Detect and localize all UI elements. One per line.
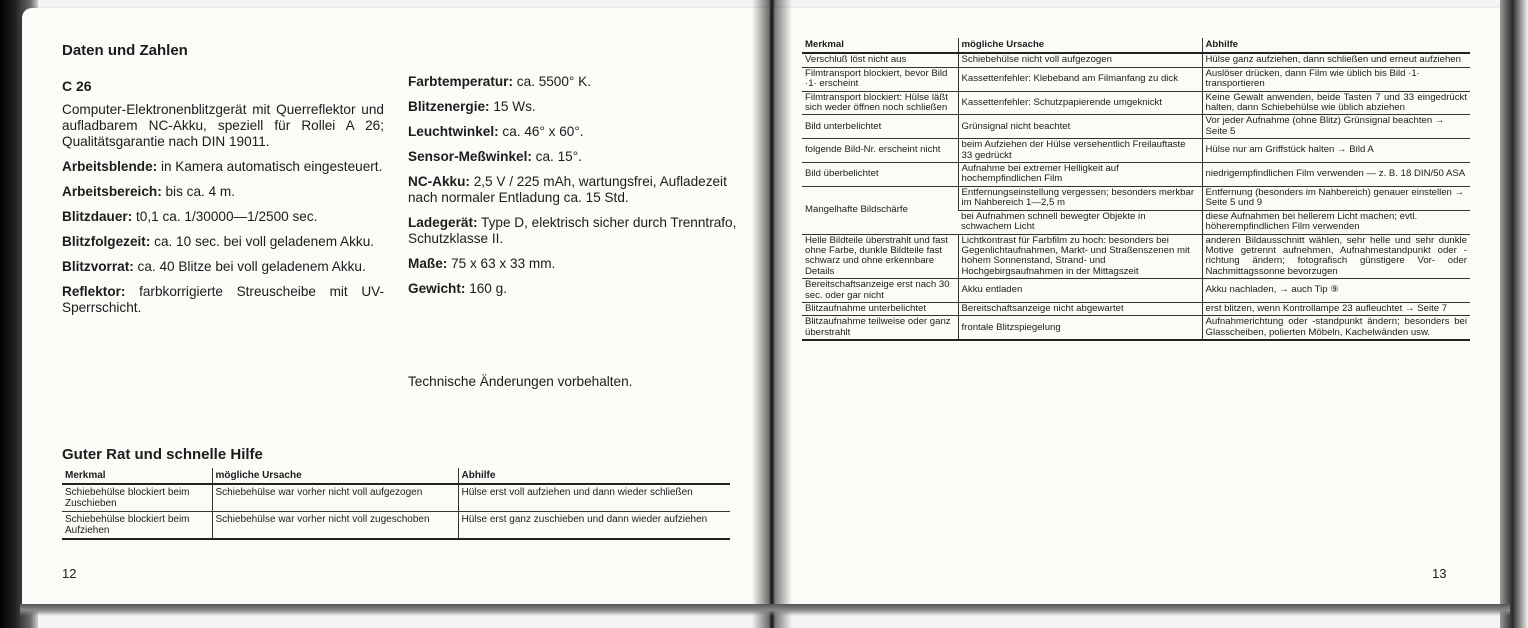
table-row: [802, 316, 1470, 340]
cell-ursache: Bereitschaftsanzeige nicht abgewartet: [958, 302, 1202, 315]
cell-abhilfe: Hülse nur am Griffstück halten → Bild A: [1202, 139, 1470, 163]
cell-abhilfe: Hülse ganz aufziehen, dann schließen und erneut aufziehen: [1202, 53, 1470, 67]
spec-item: [62, 159, 384, 175]
cell-merkmal: folgende Bild-Nr. erscheint nicht: [802, 139, 958, 163]
table-header-row: [802, 38, 1470, 53]
cell-merkmal: Blitzaufnahme teilweise oder ganz überstrahlt: [802, 316, 958, 340]
spec-item: [62, 284, 384, 316]
cell-merkmal: Filmtransport blockiert, bevor Bild ·1· erscheint: [802, 67, 958, 91]
page-number-left: 12: [62, 566, 77, 581]
cell-merkmal: Helle Bildteile überstrahlt und fast ohne Farbe, dunkle Bildteile fast schwarz und ohne erkennbare Details: [802, 234, 958, 279]
cell-ursache: Aufnahme bei extremer Helligkeit auf hochempfindlichen Film: [958, 163, 1202, 187]
spec-item: [408, 124, 744, 140]
cell-merkmal-bildschaerfe: Mangelhafte Bildschärfe: [802, 186, 958, 234]
spec-item: [408, 149, 744, 165]
table-row: [802, 163, 1470, 187]
spec-text: bis ca. 4 m.: [165, 184, 236, 199]
spec-label: Farbtemperatur:: [408, 74, 513, 89]
model-name: C 26: [62, 78, 92, 94]
header-ursache: mögliche Ursache: [958, 38, 1202, 53]
spec-label: Sensor-Meßwinkel:: [408, 149, 532, 164]
troubleshooting-table-left: [62, 468, 730, 540]
cell-abhilfe: diese Aufnahmen bei hellerem Licht machen; evtl. höherempfindlichen Film verwenden: [1202, 210, 1470, 234]
table-row: [802, 279, 1470, 303]
spec-label: Maße:: [408, 256, 448, 271]
troubleshooting-table-right: [802, 38, 1470, 341]
spec-item: [408, 99, 744, 115]
spec-label: Reflektor:: [62, 284, 126, 299]
table-row: [802, 302, 1470, 315]
table-row: [802, 234, 1470, 279]
spec-label: Blitzdauer:: [62, 209, 133, 224]
spec-label: Blitzvorrat:: [62, 259, 134, 274]
spec-text: ca. 15°.: [535, 149, 582, 164]
cell-merkmal: Schiebehülse blockiert beim Zuschieben: [62, 484, 212, 512]
spec-text: Computer-Elektronenblitzgerät mit Querreflektor und aufladbarem NC-Akku, speziell für Rollei A 26; Qualitätsgarantie nach DIN 19011.: [62, 102, 384, 149]
table-row: [802, 91, 1470, 115]
spec-text: farbkorrigierte Streuscheibe mit UV-Sperrschicht.: [62, 284, 384, 315]
cell-abhilfe: Hülse erst voll aufziehen und dann wieder schließen: [458, 484, 730, 512]
spec-item: [62, 209, 384, 225]
table-row: [62, 484, 730, 512]
spec-label: Gewicht:: [408, 281, 466, 296]
spec-text: ca. 10 sec. bei voll geladenem Akku.: [154, 234, 375, 249]
spec-text: in Kamera automatisch eingesteuert.: [160, 159, 383, 174]
spec-item: [408, 215, 744, 247]
spec-text: t0,1 ca. 1/30000—1/2500 sec.: [136, 209, 318, 224]
cell-ursache: beim Aufziehen der Hülse versehentlich Freilauftaste 33 gedrückt: [958, 139, 1202, 163]
spec-label: Arbeitsblende:: [62, 159, 158, 174]
page-right: [772, 8, 1502, 604]
spec-text: Type D, elektrisch sicher durch Trenntrafo, Schutzklasse II.: [408, 215, 737, 246]
cell-ursache: Akku entladen: [958, 279, 1202, 303]
header-ursache: mögliche Ursache: [212, 468, 458, 484]
cell-abhilfe: Akku nachladen, → auch Tip ⑨: [1202, 279, 1470, 303]
table-row: [802, 115, 1470, 139]
spec-label: Ladegerät:: [408, 215, 478, 230]
header-abhilfe: Abhilfe: [1202, 38, 1470, 53]
cell-merkmal: Verschluß löst nicht aus: [802, 53, 958, 67]
spec-item: [408, 74, 744, 90]
technical-changes-note: Technische Änderungen vorbehalten.: [408, 374, 633, 389]
table-header-row: [62, 468, 730, 484]
spec-text: ca. 5500° K.: [516, 74, 591, 89]
cell-abhilfe: Keine Gewalt anwenden, beide Tasten 7 und 33 eingedrückt halten, dann Schiebehülse wie üblich abziehen: [1202, 91, 1470, 115]
spec-label: Leuchtwinkel:: [408, 124, 499, 139]
spec-text: ca. 46° x 60°.: [502, 124, 584, 139]
cell-ursache: bei Aufnahmen schnell bewegter Objekte in schwachem Licht: [958, 210, 1202, 234]
cell-abhilfe: Hülse erst ganz zuschieben und dann wieder aufziehen: [458, 512, 730, 540]
cell-abhilfe: Vor jeder Aufnahme (ohne Blitz) Grünsignal beachten → Seite 5: [1202, 115, 1470, 139]
specs-column-1: [62, 102, 384, 325]
table-row: [802, 53, 1470, 67]
cell-ursache: Schiebehülse war vorher nicht voll aufgezogen: [212, 484, 458, 512]
book-gutter: [752, 0, 792, 628]
spec-text: 160 g.: [469, 281, 507, 296]
spec-item: [408, 174, 744, 206]
spec-text: 15 Ws.: [493, 99, 536, 114]
book-right-edge: [1500, 0, 1528, 628]
cell-merkmal: Bild unterbelichtet: [802, 115, 958, 139]
specs-column-2: [408, 74, 744, 306]
spec-item: [62, 234, 384, 250]
cell-ursache: Kassettenfehler: Schutzpapierende umgeknickt: [958, 91, 1202, 115]
cell-abhilfe: anderen Bildausschnitt wählen, sehr helle und sehr dunkle Motive getrennt aufnehmen, Aufnahmestandpunkt oder -richtung ändern; fotografisch günstigere Vor- oder Nachmittagssonne bevorzugen: [1202, 234, 1470, 279]
table-row: [802, 67, 1470, 91]
table-row: [802, 186, 1470, 210]
cell-merkmal: Schiebehülse blockiert beim Aufziehen: [62, 512, 212, 540]
cell-abhilfe: niedrigempfindlichen Film verwenden — z. B. 18 DIN/50 ASA: [1202, 163, 1470, 187]
cell-merkmal: Filmtransport blockiert: Hülse läßt sich weder öffnen noch schließen: [802, 91, 958, 115]
cell-abhilfe: Aufnahmerichtung oder -standpunkt ändern; besonders bei Glasscheiben, polierten Möbeln, Kachelwänden usw.: [1202, 316, 1470, 340]
cell-ursache: frontale Blitzspiegelung: [958, 316, 1202, 340]
header-merkmal: Merkmal: [802, 38, 958, 53]
spec-label: NC-Akku:: [408, 174, 470, 189]
cell-ursache: Schiebehülse nicht voll aufgezogen: [958, 53, 1202, 67]
spec-item: [408, 281, 744, 297]
cell-merkmal: Bild überbelichtet: [802, 163, 958, 187]
spec-item: [62, 184, 384, 200]
page-number-right: 13: [1432, 566, 1447, 581]
spec-text: 2,5 V / 225 mAh, wartungsfrei, Aufladezeit nach normaler Entladung ca. 15 Std.: [408, 174, 727, 205]
spec-label: Blitzfolgezeit:: [62, 234, 151, 249]
spec-text: 75 x 63 x 33 mm.: [451, 256, 556, 271]
cell-ursache: Lichtkontrast für Farbfilm zu hoch: besonders bei Gegenlichtaufnahmen, Markt- und Straßenszenen mit hohem Sonnenstand, Strand- und Hochgebirgsaufnahmen in der Mittagszeit: [958, 234, 1202, 279]
spec-label: Arbeitsbereich:: [62, 184, 162, 199]
spec-item: [408, 256, 744, 272]
cell-abhilfe: erst blitzen, wenn Kontrollampe 23 aufleuchtet → Seite 7: [1202, 302, 1470, 315]
section-title-guter-rat: Guter Rat und schnelle Hilfe: [62, 446, 263, 463]
header-abhilfe: Abhilfe: [458, 468, 730, 484]
spec-text: ca. 40 Blitze bei voll geladenem Akku.: [137, 259, 366, 274]
cell-ursache: Grünsignal nicht beachtet: [958, 115, 1202, 139]
cell-merkmal: Bereitschaftsanzeige erst nach 30 sec. oder gar nicht: [802, 279, 958, 303]
cell-ursache: Kassettenfehler: Klebeband am Filmanfang zu dick: [958, 67, 1202, 91]
book-bottom-edge: [20, 604, 1510, 616]
section-title-daten: Daten und Zahlen: [62, 42, 188, 59]
cell-ursache: Schiebehülse war vorher nicht voll zugeschoben: [212, 512, 458, 540]
spec-description: [62, 102, 384, 150]
spec-item: [62, 259, 384, 275]
cell-ursache: Entfernungseinstellung vergessen; besonders merkbar im Nahbereich 1—2,5 m: [958, 186, 1202, 210]
spec-label: Blitzenergie:: [408, 99, 490, 114]
table-row: [802, 139, 1470, 163]
cell-merkmal: Blitzaufnahme unterbelichtet: [802, 302, 958, 315]
cell-abhilfe: Entfernung (besonders im Nahbereich) genauer einstellen → Seite 5 und 9: [1202, 186, 1470, 210]
header-merkmal: Merkmal: [62, 468, 212, 484]
page-left: [22, 8, 770, 608]
cell-abhilfe: Auslöser drücken, dann Film wie üblich bis Bild ·1· transportieren: [1202, 67, 1470, 91]
table-row: [62, 512, 730, 540]
